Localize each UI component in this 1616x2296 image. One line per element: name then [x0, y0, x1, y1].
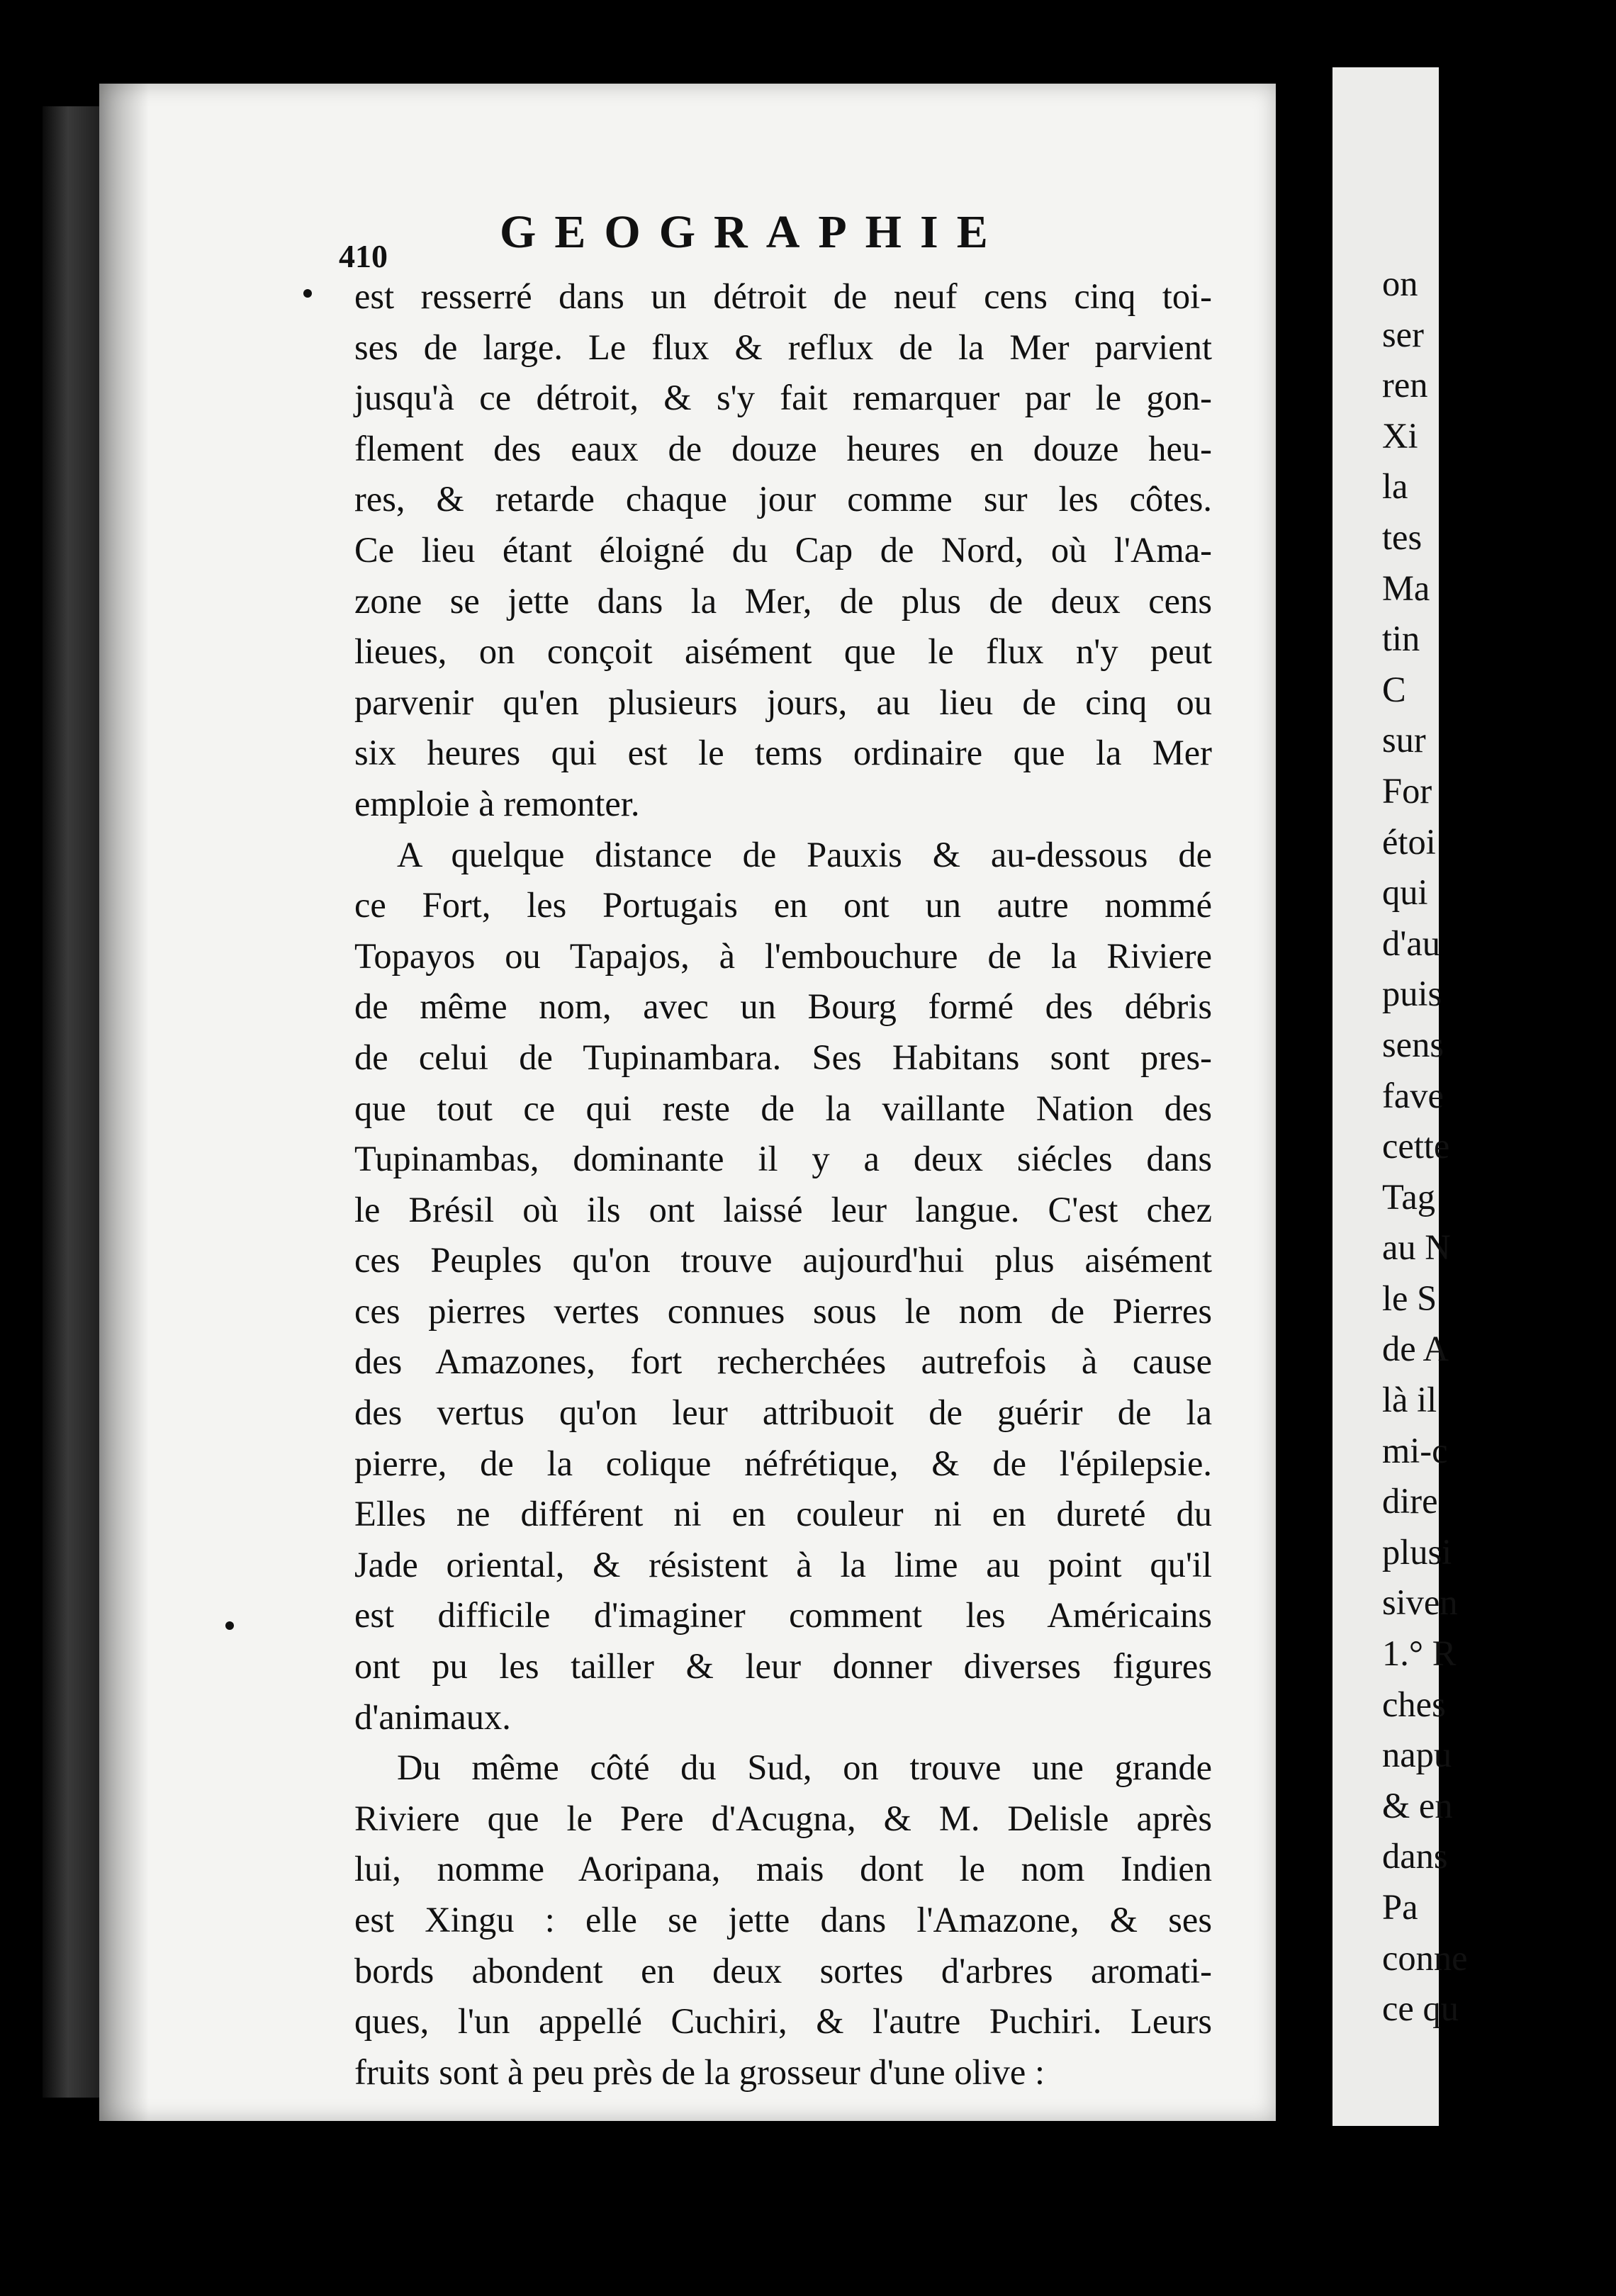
text-line: que tout ce qui reste de la vaillante Nation des: [354, 1088, 1212, 1128]
right-page-line: ser: [1382, 314, 1424, 354]
text-line: Riviere que le Pere d'Acugna, & M. Delisle après: [354, 1798, 1212, 1838]
right-page-line: ches: [1382, 1684, 1446, 1724]
right-page-line: là il: [1382, 1380, 1437, 1420]
right-page-line: au N: [1382, 1227, 1451, 1268]
running-title: GEOGRAPHIE: [500, 206, 1006, 258]
right-page-line: For: [1382, 770, 1432, 811]
right-page-edge: [1332, 67, 1468, 2126]
right-page-line: qui: [1382, 872, 1428, 913]
right-page-line: sens: [1382, 1024, 1444, 1064]
right-page-line: mi-c: [1382, 1430, 1448, 1470]
right-page-line: la: [1382, 466, 1408, 507]
page-number: 410: [339, 238, 388, 274]
right-page-line: Pa: [1382, 1887, 1418, 1927]
book-spine-shadow: [43, 106, 106, 2098]
text-line: de celui de Tupinambara. Ses Habitans sont pres-: [354, 1037, 1212, 1077]
text-line: ce Fort, les Portugais en ont un autre nommé: [354, 885, 1212, 925]
right-page-line: napu: [1382, 1735, 1452, 1775]
right-page-line: siven: [1382, 1582, 1458, 1623]
text-line: A quelque distance de Pauxis & au-dessous de: [397, 834, 1212, 874]
right-page-line: dire: [1382, 1481, 1438, 1521]
text-line: ont pu les tailler & leur donner diverses figures: [354, 1646, 1212, 1687]
right-page-line: d'au: [1382, 923, 1441, 963]
text-line: est Xingu : elle se jette dans l'Amazone, & ses: [354, 1900, 1212, 1940]
text-line: jusqu'à ce détroit, & s'y fait remarquer par le gon-: [354, 378, 1212, 418]
text-line: Ce lieu étant éloigné du Cap de Nord, où l'Ama-: [354, 529, 1212, 570]
right-page-line: Ma: [1382, 568, 1430, 608]
text-line: des Amazones, fort recherchées autrefois à cause: [354, 1341, 1212, 1382]
right-page-line: plusi: [1382, 1531, 1452, 1572]
text-line: flement des eaux de douze heures en douze heu-: [354, 428, 1212, 468]
right-page-line: 1.° R: [1382, 1633, 1457, 1674]
text-line: lui, nomme Aoripana, mais dont le nom Indien: [354, 1849, 1212, 1889]
text-line: Tupinambas, dominante il y a deux siécles dans: [354, 1139, 1212, 1179]
text-line: Topayos ou Tapajos, à l'embouchure de la Riviere: [354, 935, 1212, 976]
text-line: ces pierres vertes connues sous le nom de Pierres: [354, 1290, 1212, 1331]
right-page-line: dans: [1382, 1836, 1448, 1876]
margin-dot-top: [303, 289, 312, 298]
text-line: est resserré dans un détroit de neuf cens cinq toi-: [354, 276, 1212, 316]
right-page-line: C: [1382, 669, 1406, 709]
text-line: fruits sont à peu près de la grosseur d'une olive :: [354, 2052, 1045, 2092]
right-page-line: de A: [1382, 1329, 1449, 1369]
right-page-line: tes: [1382, 517, 1423, 557]
right-page-line: cette: [1382, 1126, 1450, 1166]
text-line: est difficile d'imaginer comment les Américains: [354, 1595, 1212, 1636]
right-page-line: Xi: [1382, 415, 1418, 456]
right-page-line: puis: [1382, 974, 1442, 1014]
text-line: zone se jette dans la Mer, de plus de deux cens: [354, 580, 1212, 621]
right-page-line: Tag: [1382, 1176, 1435, 1217]
text-line: ques, l'un appellé Cuchiri, & l'autre Puchiri. Leurs: [354, 2001, 1212, 2042]
text-line: ces Peuples qu'on trouve aujourd'hui plus aisément: [354, 1240, 1212, 1281]
right-page-line: tin: [1382, 619, 1420, 659]
text-line: Du même côté du Sud, on trouve une grande: [397, 1748, 1212, 1788]
right-page-line: & en: [1382, 1785, 1453, 1825]
right-page-line: le S: [1382, 1278, 1437, 1318]
text-line: de même nom, avec un Bourg formé des débris: [354, 986, 1212, 1027]
text-line: parvenir qu'en plusieurs jours, au lieu de cinq ou: [354, 682, 1212, 722]
right-page-line: on: [1382, 264, 1418, 303]
right-page-line: étoi: [1382, 821, 1436, 862]
text-line: emploie à remonter.: [354, 783, 640, 823]
page-gutter-shadow: [99, 84, 149, 2121]
text-line: le Brésil où ils ont laissé leur langue. C'est chez: [354, 1189, 1212, 1229]
margin-dot-middle: [225, 1621, 234, 1630]
right-page-line: ce qu: [1382, 1988, 1459, 2029]
body-text: [354, 271, 1212, 2098]
text-line: Elles ne différent ni en couleur ni en dureté du: [354, 1494, 1212, 1534]
right-page-line: ren: [1382, 365, 1428, 405]
right-page-line: conne: [1382, 1937, 1468, 1978]
right-page-line: fave: [1382, 1075, 1444, 1115]
text-line: Jade oriental, & résistent à la lime au point qu'il: [354, 1544, 1212, 1585]
text-line: des vertus qu'on leur attribuoit de guérir de la: [354, 1392, 1212, 1433]
text-line: ses de large. Le flux & reflux de la Mer parvient: [354, 327, 1212, 367]
text-line: bords abondent en deux sortes d'arbres aromati-: [354, 1950, 1212, 1991]
text-line: lieues, on conçoit aisément que le flux n'y peut: [354, 631, 1212, 672]
right-page-text: [1332, 259, 1616, 2035]
text-line: pierre, de la colique néfrétique, & de l'épilepsie.: [354, 1443, 1212, 1483]
text-line: d'animaux.: [354, 1696, 511, 1737]
right-page-line: sur: [1382, 720, 1426, 760]
text-line: six heures qui est le tems ordinaire que la Mer: [354, 733, 1212, 773]
text-line: res, & retarde chaque jour comme sur les côtes.: [354, 479, 1212, 519]
